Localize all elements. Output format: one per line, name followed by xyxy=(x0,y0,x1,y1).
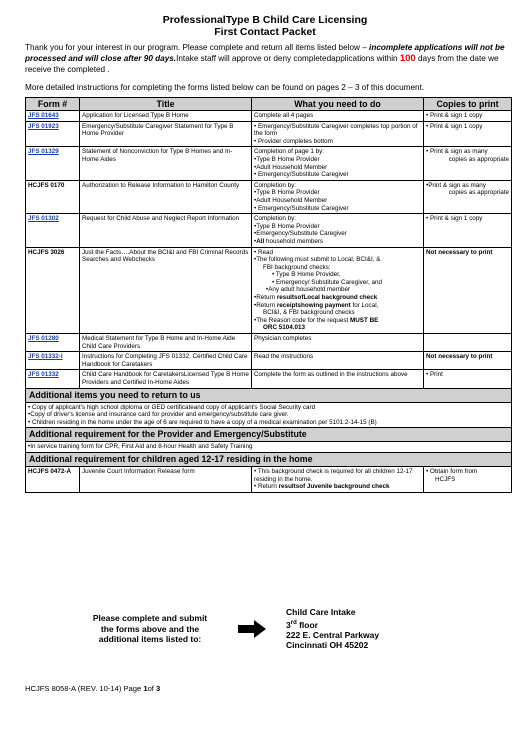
form-todo xyxy=(252,180,424,213)
form-title: Request for Child Abuse and Neglect Report Information xyxy=(80,214,252,247)
header-copies: Copies to print xyxy=(424,98,512,111)
form-title: Medical Statement for Type B Home and In-Home Aide Child Care Providers xyxy=(80,334,252,352)
section-provider-requirement xyxy=(26,428,512,442)
todo-line: •Type B Home Provider xyxy=(254,189,320,197)
todo-line: •The following must submit to Local, BCI&I, & xyxy=(254,256,381,264)
section-provider-requirement-body xyxy=(26,442,512,453)
table-row xyxy=(26,247,512,334)
form-number[interactable] xyxy=(26,334,80,352)
form-todo xyxy=(252,214,424,247)
todo-line: •Return resultsofLocal background check xyxy=(254,294,378,302)
form-title: Juvenile Court Information Release form xyxy=(80,466,252,492)
todo-line: • Return xyxy=(254,483,279,491)
form-number: HCJFS 3026 xyxy=(26,247,80,334)
todo-line: Read the instructions xyxy=(254,353,314,361)
form-todo xyxy=(252,247,424,334)
form-number[interactable] xyxy=(26,111,80,122)
table-row xyxy=(26,111,512,122)
header-form: Form # xyxy=(26,98,80,111)
todo-line: • Provider completes bottom xyxy=(254,137,333,145)
form-title: Instructions for Completing JFS 01332, Certified Child Care Handbook for Caretakers xyxy=(80,352,252,370)
form-todo xyxy=(252,147,424,180)
section-heading: Additional items you need to return to us xyxy=(26,388,512,402)
copies-line: • Print & sign 1 copy xyxy=(426,122,483,130)
form-todo xyxy=(252,111,424,122)
right-arrow-icon xyxy=(238,620,266,643)
todo-line: Completion by: xyxy=(254,181,296,189)
form-link[interactable]: JFS 01302 xyxy=(28,215,59,223)
form-copies xyxy=(424,466,512,492)
todo-line: • This background check is required for all children 12-17 residing in the home. xyxy=(254,467,413,483)
form-copies xyxy=(424,370,512,388)
form-number[interactable] xyxy=(26,147,80,180)
form-link[interactable]: JFS 01280 xyxy=(28,335,59,343)
table-row xyxy=(26,370,512,388)
copies-line: • Print xyxy=(426,371,443,379)
table-header-row xyxy=(26,98,512,111)
copies-line: Not necessary to print xyxy=(426,248,493,256)
todo-bold: resultsof Juvenile background check xyxy=(278,483,390,491)
form-link[interactable]: JFS 01923 xyxy=(28,122,59,130)
copies-line: • Print & sign as many xyxy=(426,148,488,156)
section-body xyxy=(26,442,512,453)
todo-line: •Type B Home Provider xyxy=(254,222,320,230)
list-item: • Children residing in the home under the age of 6 are required to have a copy of a medical examination per 5101:2-14-15 (B) xyxy=(28,418,377,426)
list-item: • Copy of applicant's high school diploma or GED certificateand copy of applicant's Social Security card xyxy=(28,403,316,411)
form-link[interactable]: JFS 01329 xyxy=(28,148,59,156)
table-row xyxy=(26,352,512,370)
list-item: •Copy of driver's license and insurance card for provider and emergency/substitute care giver. xyxy=(28,411,289,419)
table-row xyxy=(26,121,512,147)
todo-line: Completion by: xyxy=(254,215,296,223)
form-copies xyxy=(424,334,512,352)
section-heading: Additional requirement for children aged 12-17 residing in the home xyxy=(26,452,512,466)
form-copies xyxy=(424,180,512,213)
form-copies xyxy=(424,121,512,147)
todo-line: • Type B Home Provider, xyxy=(272,271,341,279)
table-row xyxy=(26,147,512,180)
form-link[interactable]: JFS 01643 xyxy=(28,112,59,119)
mailing-address xyxy=(286,607,446,651)
submit-instructions xyxy=(75,613,225,645)
form-title: Authorization to Release Information to Hamilton County xyxy=(80,180,252,213)
form-number: HCJFS 0170 xyxy=(26,180,80,213)
form-number: HCJFS 0472-A xyxy=(26,466,80,492)
form-title: Statement of Nonconviction for Type B Homes and In-Home Aides xyxy=(80,147,252,180)
todo-line: Complete the form as outlined in the instructions above xyxy=(254,371,408,379)
todo-line: • Emergency/Substitute Caregiver xyxy=(254,204,349,212)
form-copies xyxy=(424,214,512,247)
table-row xyxy=(26,214,512,247)
todo-line: Physician completes xyxy=(254,335,312,343)
address-line: 222 E. Central Parkway xyxy=(286,629,380,640)
form-title: Emergency/Substitute Caregiver Statement for Type B Home Provider xyxy=(80,121,252,147)
form-number[interactable] xyxy=(26,370,80,388)
intro-text-a: Thank you for your interest in our program. Please complete and return all items listed below – xyxy=(25,43,370,52)
form-copies xyxy=(424,247,512,334)
title-line-2: First Contact Packet xyxy=(214,26,316,38)
form-title: Just the Facts….About the BCI&I and FBI Criminal Records Searches and Webchecks xyxy=(80,247,252,334)
form-todo xyxy=(252,370,424,388)
form-link[interactable]: JFS 01332-I xyxy=(28,353,63,361)
instructions-note: More detailed instructions for completing the forms listed below can be found on pages 2 – 3 of this document. xyxy=(25,83,425,92)
todo-line: •The Reason code for the request MUST BE xyxy=(254,316,379,324)
form-copies xyxy=(424,147,512,180)
form-todo xyxy=(252,352,424,370)
form-copies xyxy=(424,352,512,370)
form-number[interactable] xyxy=(26,214,80,247)
title-line-1: ProfessionalType B Child Care Licensing xyxy=(162,14,368,26)
address-line: Cincinnati OH 45202 xyxy=(286,640,369,651)
todo-line: •Any adult household member xyxy=(266,286,351,294)
submit-line: additional items listed to: xyxy=(98,634,202,644)
copies-line: HCJFS xyxy=(435,475,456,483)
submit-line: the forms above and the xyxy=(100,623,200,634)
copies-line: copies as appropriate xyxy=(448,155,509,163)
todo-line: • Emergency/ Substitute Caregiver, and xyxy=(272,278,383,286)
intro-text-d: days from the date we receive the completed . xyxy=(25,54,499,74)
form-number[interactable] xyxy=(26,352,80,370)
todo-line: ORC 5104.013 xyxy=(263,324,306,332)
todo-line: Completion of page 1 by: xyxy=(254,148,325,156)
todo-line: •Adult Household Member xyxy=(254,196,328,204)
copies-line: •Print & sign as many xyxy=(426,181,486,189)
intro-paragraph xyxy=(25,42,510,75)
section-additional-items-body xyxy=(26,402,512,428)
copies-line: • Obtain form from xyxy=(426,467,478,475)
section-children-requirement xyxy=(26,452,512,466)
form-title: Child Care Handbook for CaretakersLicensed Type B Home Providers and Certified In-Home Aides xyxy=(80,370,252,388)
section-body xyxy=(26,402,512,428)
section-heading: Additional requirement for the Provider and Emergency/Substitute xyxy=(26,428,512,442)
form-copies xyxy=(424,111,512,122)
submit-line: Please complete and submit xyxy=(92,613,208,623)
header-title: Title xyxy=(80,98,252,111)
form-title: Application for Licensed Type B Home xyxy=(80,111,252,122)
todo-line: •Adult Household Member xyxy=(254,163,328,171)
address-line: 3rd floor xyxy=(286,619,318,630)
todo-line: •All household members xyxy=(254,237,324,245)
intro-text-c: Intake staff will approve or deny completedapplications within xyxy=(176,54,400,63)
copies-line: copies as appropriate xyxy=(448,189,509,197)
form-link[interactable]: JFS 01332 xyxy=(28,371,59,379)
page-title xyxy=(0,14,530,38)
header-todo: What you need to do xyxy=(252,98,424,111)
form-todo xyxy=(252,121,424,147)
todo-line: •Type B Home Provider xyxy=(254,155,320,163)
copies-line: • Print & sign 1 copy xyxy=(426,112,483,119)
table-row xyxy=(26,180,512,213)
todo-line: Complete all 4 pages xyxy=(254,112,314,119)
section-additional-items xyxy=(26,388,512,402)
table-row xyxy=(26,466,512,492)
page-footer: HCJFS 8058-A (REV. 10-14) Page 1of 3 xyxy=(25,684,161,693)
todo-line: •Emergency/Substitute Caregiver xyxy=(254,230,347,238)
todo-line: •Return receiptshowing payment for Local, xyxy=(254,301,379,309)
copies-line: • Print & sign 1 copy xyxy=(426,215,483,223)
table-row xyxy=(26,334,512,352)
todo-line: FBI background checks: xyxy=(263,263,331,271)
forms-table xyxy=(25,97,512,493)
todo-line: • Emergency/Substitute Caregiver completes top portion of the form xyxy=(254,122,418,138)
form-number[interactable] xyxy=(26,121,80,147)
address-line: Child Care Intake xyxy=(286,607,356,617)
intro-days: 100 xyxy=(399,53,416,64)
list-item: •In service training form for CPR, First Aid and 8-hour Health and Safety Training xyxy=(28,443,253,451)
intro-warning: incomplete applications will not be processed and will close after 90 days. xyxy=(25,43,505,63)
todo-line: BCI&I, & FBI background checks xyxy=(263,309,355,317)
form-todo xyxy=(252,466,424,492)
copies-line: Not necessary to print xyxy=(426,353,493,361)
todo-line: • Emergency/Substitute Caregiver xyxy=(254,171,349,179)
todo-line: • Read xyxy=(254,248,274,256)
form-todo xyxy=(252,334,424,352)
